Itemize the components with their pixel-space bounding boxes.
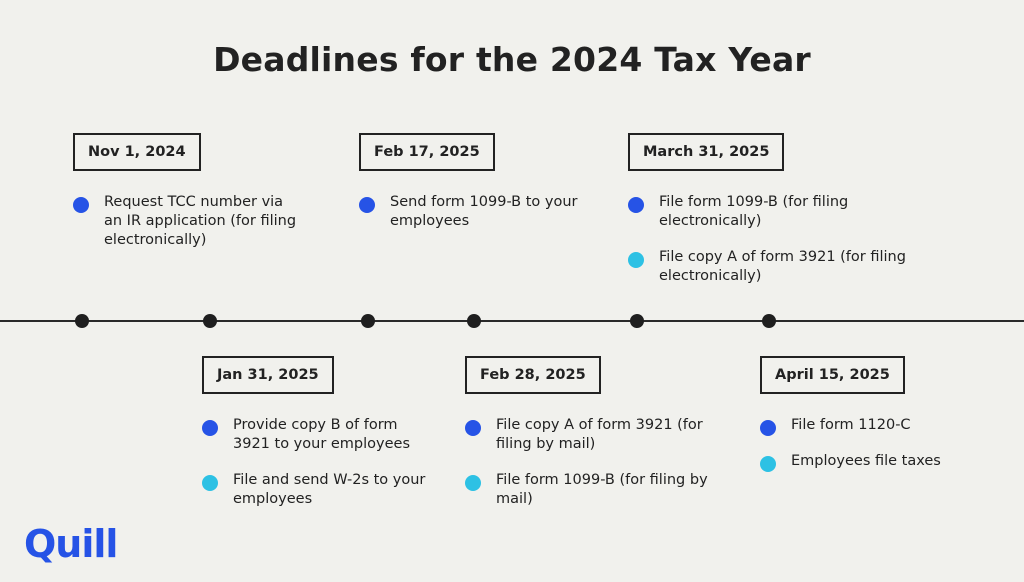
date-label: Nov 1, 2024 (73, 133, 201, 171)
date-label: Jan 31, 2025 (202, 356, 334, 394)
timeline-dot (467, 314, 481, 328)
primary-bullet-icon (465, 420, 481, 436)
list-item: File and send W-2s to your employees (202, 471, 432, 509)
list-item: Send form 1099-B to your employees (359, 193, 599, 231)
event-april-15-2025 (760, 356, 990, 488)
list-item: File form 1120-C (760, 416, 990, 435)
timeline-dot (630, 314, 644, 328)
timeline-line (0, 320, 1024, 322)
list-item: File form 1099-B (for filing electronically) (628, 193, 918, 231)
event-nov-1-2024 (73, 133, 303, 267)
secondary-bullet-icon (628, 252, 644, 268)
primary-bullet-icon (760, 420, 776, 436)
page-title: Deadlines for the 2024 Tax Year (213, 40, 811, 79)
secondary-bullet-icon (465, 475, 481, 491)
date-label: Feb 28, 2025 (465, 356, 601, 394)
primary-bullet-icon (202, 420, 218, 436)
event-feb-28-2025 (465, 356, 715, 526)
secondary-bullet-icon (202, 475, 218, 491)
list-item: Employees file taxes (760, 452, 990, 471)
date-label: April 15, 2025 (760, 356, 905, 394)
date-label: Feb 17, 2025 (359, 133, 495, 171)
list-item: Provide copy B of form 3921 to your employees (202, 416, 432, 454)
timeline-dot (762, 314, 776, 328)
list-item: Request TCC number via an IR application (for filing electronically) (73, 193, 303, 250)
timeline-dot (203, 314, 217, 328)
timeline-dot (75, 314, 89, 328)
event-feb-17-2025 (359, 133, 599, 248)
secondary-bullet-icon (760, 456, 776, 472)
list-item: File copy A of form 3921 (for filing electronically) (628, 248, 918, 286)
date-label: March 31, 2025 (628, 133, 784, 171)
quill-logo: Quill (24, 522, 118, 566)
primary-bullet-icon (359, 197, 375, 213)
event-jan-31-2025 (202, 356, 432, 526)
event-march-31-2025 (628, 133, 918, 303)
primary-bullet-icon (628, 197, 644, 213)
timeline-dot (361, 314, 375, 328)
list-item: File form 1099-B (for filing by mail) (465, 471, 715, 509)
primary-bullet-icon (73, 197, 89, 213)
list-item: File copy A of form 3921 (for filing by mail) (465, 416, 715, 454)
